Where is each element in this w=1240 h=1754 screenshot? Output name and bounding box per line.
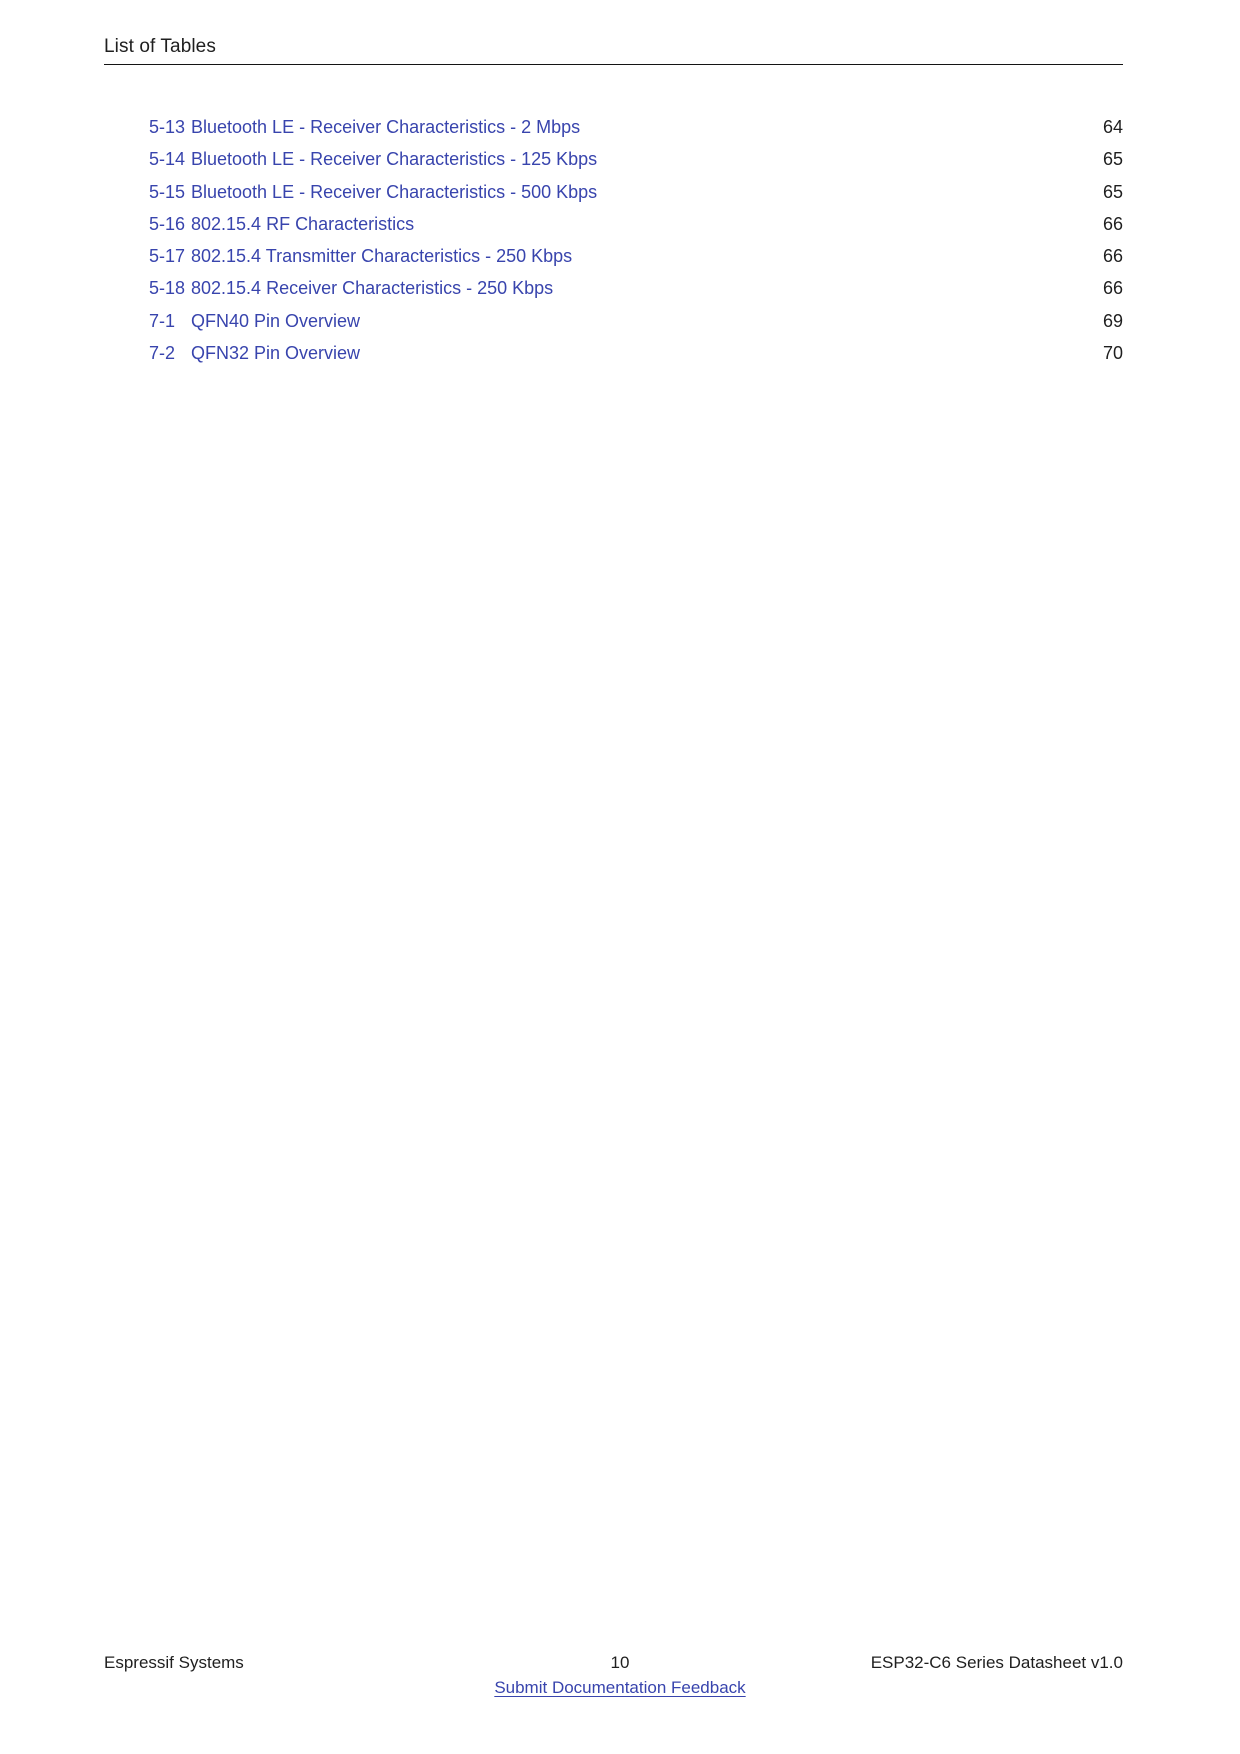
toc-entry-title[interactable]: Bluetooth LE - Receiver Characteristics - 2 Mbps — [191, 117, 581, 137]
footer-company: Espressif Systems — [104, 1653, 244, 1672]
submit-documentation-feedback-link[interactable]: Submit Documentation Feedback — [494, 1678, 746, 1697]
toc-row — [149, 272, 1123, 304]
toc-entry-number[interactable]: 7-2 — [149, 343, 176, 364]
list-of-tables — [149, 111, 1123, 369]
toc-entry-page-number: 64 — [1102, 117, 1123, 137]
toc-row — [149, 143, 1123, 175]
toc-entry-page-number: 66 — [1102, 213, 1123, 234]
toc-entry-page-number: 70 — [1102, 343, 1123, 364]
toc-entry-number[interactable]: 5-14 — [149, 149, 186, 170]
toc-entry-title[interactable]: 802.15.4 RF Characteristics — [191, 213, 415, 234]
toc-entry-number[interactable]: 5-16 — [149, 213, 186, 234]
toc-entry-page-number: 69 — [1102, 310, 1123, 331]
toc-entry-title[interactable]: Bluetooth LE - Receiver Characteristics - 500 Kbps — [191, 181, 598, 202]
toc-entry-page-number: 65 — [1102, 181, 1123, 202]
toc-entry-title[interactable]: QFN32 Pin Overview — [191, 343, 361, 364]
toc-entry-number[interactable]: 5-15 — [149, 181, 186, 202]
toc-entry-title[interactable]: Bluetooth LE - Receiver Characteristics - 125 Kbps — [191, 149, 598, 170]
header-divider — [104, 64, 1123, 65]
toc-row — [149, 176, 1123, 208]
toc-entry-title[interactable]: 802.15.4 Receiver Characteristics - 250 Kbps — [191, 278, 554, 299]
toc-entry-page-number: 66 — [1102, 246, 1123, 267]
toc-entry-number[interactable]: 5-13 — [149, 117, 186, 137]
toc-entry-page-number: 65 — [1102, 149, 1123, 170]
toc-row — [149, 208, 1123, 240]
toc-entry-number[interactable]: 7-1 — [149, 310, 176, 331]
footer-page-number: 10 — [610, 1653, 630, 1672]
toc-entry-number[interactable]: 5-17 — [149, 246, 186, 267]
footer-document-version: ESP32-C6 Series Datasheet v1.0 — [870, 1653, 1123, 1672]
toc-row — [149, 240, 1123, 272]
toc-entry-title[interactable]: QFN40 Pin Overview — [191, 310, 361, 331]
toc-row — [149, 305, 1123, 337]
toc-entry-page-number: 66 — [1102, 278, 1123, 299]
toc-row — [149, 111, 1123, 143]
toc-row — [149, 337, 1123, 369]
toc-entry-title[interactable]: 802.15.4 Transmitter Characteristics - 250 Kbps — [191, 246, 573, 267]
footer-link-row — [0, 1678, 1240, 1697]
toc-entry-number[interactable]: 5-18 — [149, 278, 186, 299]
page-header-title: List of Tables — [104, 36, 216, 57]
